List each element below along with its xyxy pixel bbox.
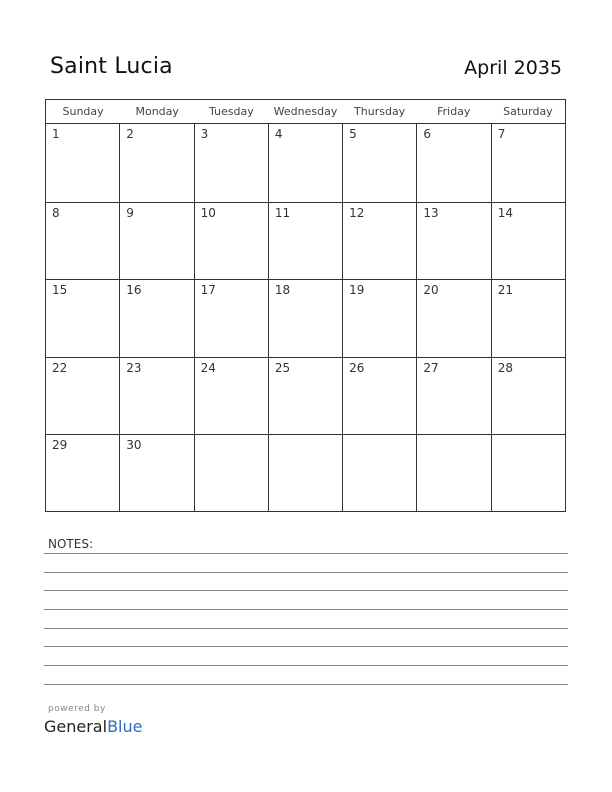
day-cell[interactable]: 14 [491, 203, 565, 280]
calendar-weeks [46, 124, 565, 512]
day-cell[interactable]: 3 [194, 124, 268, 202]
day-cell[interactable] [268, 435, 342, 512]
day-cell[interactable]: 26 [342, 358, 416, 435]
day-cell[interactable]: 1 [52, 127, 60, 141]
day-cell[interactable]: 6 [416, 124, 490, 202]
week-row [46, 202, 565, 280]
weekday-label: Saturday [503, 105, 553, 118]
day-cell[interactable]: 10 [194, 203, 268, 280]
weekday-label: Thursday [354, 105, 406, 118]
week-row [46, 434, 565, 512]
notes-label: NOTES: [48, 537, 93, 551]
day-cell[interactable]: 19 [342, 280, 416, 357]
note-line [44, 684, 568, 685]
day-cell[interactable]: 28 [491, 358, 565, 435]
day-cell[interactable] [491, 435, 565, 512]
note-line [44, 553, 568, 554]
day-cell[interactable]: 30 [119, 435, 193, 512]
day-cell[interactable] [342, 435, 416, 512]
day-cell[interactable]: 7 [491, 124, 565, 202]
logo-general: General [44, 717, 108, 736]
powered-by-text: powered by [48, 704, 106, 714]
day-cell[interactable]: 8 [52, 205, 60, 220]
day-cell[interactable]: 23 [119, 358, 193, 435]
weekday-label: Wednesday [273, 105, 338, 118]
weekday-label: Friday [437, 105, 471, 118]
day-cell[interactable]: 21 [491, 280, 565, 357]
week-row [46, 279, 565, 357]
day-cell[interactable]: 22 [52, 360, 68, 375]
day-cell[interactable] [416, 435, 490, 512]
day-cell[interactable]: 18 [268, 280, 342, 357]
note-line [44, 628, 568, 629]
day-cell[interactable]: 5 [342, 124, 416, 202]
week-row [46, 357, 565, 435]
note-line [44, 572, 568, 573]
note-line [44, 590, 568, 591]
day-cell[interactable]: 15 [52, 283, 68, 298]
day-cell[interactable]: 24 [194, 358, 268, 435]
day-cell[interactable]: 9 [119, 203, 193, 280]
calendar-grid [45, 99, 566, 512]
country-title: Saint Lucia [50, 54, 173, 79]
day-cell[interactable] [194, 435, 268, 512]
day-cell[interactable]: 4 [268, 124, 342, 202]
weekday-label: Monday [135, 105, 179, 118]
month-title: April 2035 [464, 57, 562, 79]
note-line [44, 665, 568, 666]
weekday-label: Tuesday [208, 105, 254, 118]
note-line [44, 646, 568, 647]
day-cell[interactable]: 13 [416, 203, 490, 280]
day-cell[interactable]: 16 [119, 280, 193, 357]
day-cell[interactable]: 11 [268, 203, 342, 280]
note-line [44, 609, 568, 610]
weekday-label: Sunday [62, 105, 104, 118]
logo-blue: Blue [107, 717, 143, 736]
day-cell[interactable]: 17 [194, 280, 268, 357]
generalblue-logo [44, 717, 142, 736]
day-cell[interactable]: 2 [119, 124, 193, 202]
day-cell[interactable]: 20 [416, 280, 490, 357]
day-cell[interactable]: 25 [268, 358, 342, 435]
week-row [46, 124, 565, 202]
day-cell[interactable]: 12 [342, 203, 416, 280]
day-cell[interactable]: 29 [52, 438, 68, 453]
weekday-header-row [46, 100, 565, 124]
day-cell[interactable]: 27 [416, 358, 490, 435]
